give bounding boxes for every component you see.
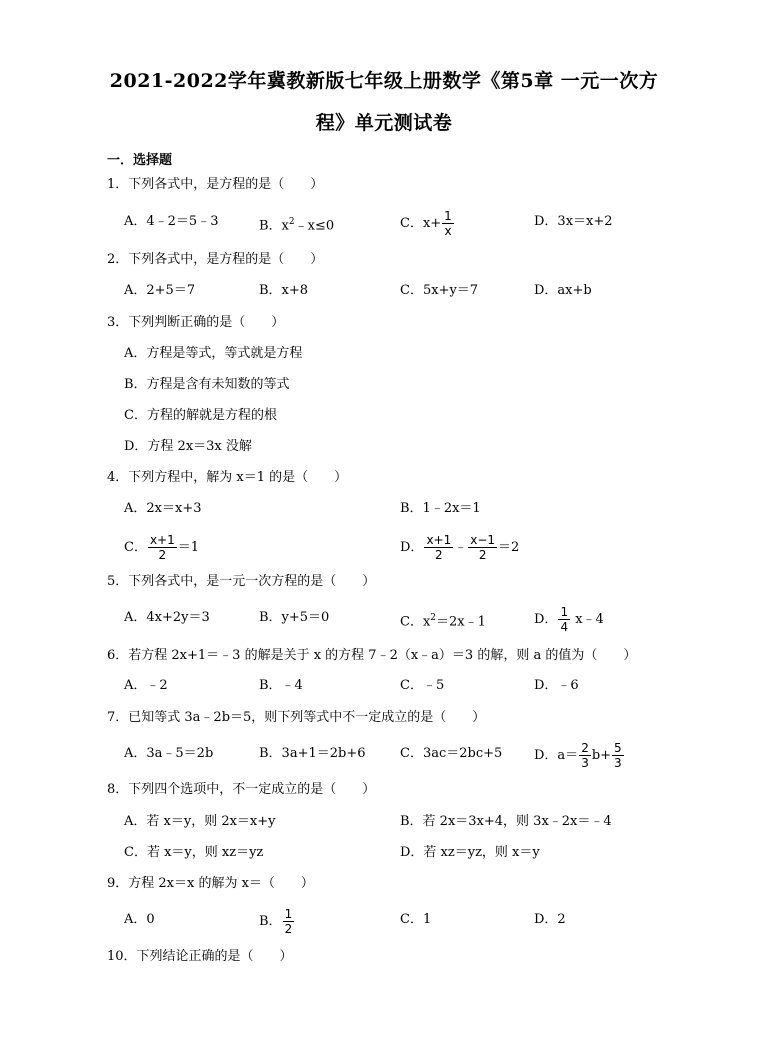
option-c: C．若 x＝y，则 xz＝yz — [124, 845, 264, 860]
fraction: $\frac{5}{3}$ — [614, 741, 622, 770]
option-d: D． $\frac{x+1}{2}$ ﹣ $\frac{x-1}{2}$ ＝2 — [400, 533, 520, 562]
question-5 — [0, 569, 768, 595]
option-c: C．方程的解就是方程的根 — [124, 408, 277, 423]
option-a: A．若 x＝y，则 2x＝x+y — [124, 814, 276, 829]
option-b: B．方程是含有未知数的等式 — [124, 377, 290, 392]
question-stem: 2．下列各式中，是方程的是（ ） — [107, 252, 324, 267]
question-6 — [0, 643, 768, 669]
question-3 — [0, 310, 768, 336]
option-d: D．﹣6 — [534, 678, 579, 693]
question-4 — [0, 465, 768, 491]
question-stem: 6．若方程 2x+1＝﹣3 的解是关于 x 的方程 7﹣2（x﹣a）＝3 的解，则 a 的值为（ ） — [107, 648, 637, 663]
option-a: A．﹣2 — [124, 678, 168, 693]
question-1 — [0, 172, 768, 198]
option-c: C．x+ $\frac{1}{x}$ — [400, 209, 452, 238]
option-d: D．a＝ $\frac{2}{3}$ b+ $\frac{5}{3}$ — [534, 741, 622, 770]
question-stem: 7．已知等式 3a﹣2b＝5，则下列等式中不一定成立的是（ ） — [107, 710, 486, 725]
question-7 — [0, 705, 768, 731]
option-a: A．0 — [124, 912, 155, 927]
option-b: B．3a+1＝2b+6 — [259, 746, 366, 761]
question-8-options-cd — [0, 840, 768, 866]
option-c: C．5x+y＝7 — [400, 283, 479, 298]
option-b: B．﹣4 — [259, 678, 303, 693]
option-a: A．3a﹣5＝2b — [124, 746, 214, 761]
option-b: B． $\frac{1}{2}$ — [259, 907, 293, 936]
question-8-options-ab — [0, 809, 768, 835]
question-8 — [0, 777, 768, 803]
question-stem: 9．方程 2x＝x 的解为 x＝（ ） — [107, 876, 314, 891]
question-4-options-ab — [0, 496, 768, 522]
option-b: B．x+8 — [259, 283, 309, 298]
option-b: B．1﹣2x＝1 — [400, 501, 481, 516]
question-stem: 8．下列四个选项中，不一定成立的是（ ） — [107, 782, 376, 797]
option-c: C．$x^2=2x﹣1$ — [400, 613, 486, 630]
question-3-option-b — [0, 372, 768, 398]
option-c: C．3ac＝2bc+5 — [400, 746, 503, 761]
option-c: C． $\frac{x+1}{2}$ ＝1 — [124, 533, 200, 562]
option-a: A．2x＝x+3 — [124, 501, 202, 516]
fraction: $\frac{1}{4}$ — [560, 605, 569, 634]
option-c: C．1 — [400, 912, 432, 927]
question-3-option-d — [0, 434, 768, 460]
section-heading: 一．选择题 — [107, 153, 173, 168]
fraction: $\frac{x-1}{2}$ — [470, 533, 496, 562]
question-stem: 4．下列方程中，解为 x＝1 的是（ ） — [107, 470, 348, 485]
option-d: D．ax+b — [534, 283, 592, 298]
question-9-options — [0, 907, 768, 936]
fraction: $\frac{1}{2}$ — [284, 907, 293, 936]
title-line-1: 2021-2022学年冀教新版七年级上册数学《第5章 一元一次方 — [109, 70, 659, 92]
option-d: D．3x＝x+2 — [534, 214, 613, 229]
option-d: D．2 — [534, 912, 566, 927]
question-stem: 3．下列判断正确的是（ ） — [107, 315, 285, 330]
question-6-options — [0, 673, 768, 699]
option-d: D．若 xz＝yz，则 x＝y — [400, 845, 540, 860]
question-9 — [0, 871, 768, 897]
fraction: $\frac{1}{x}$ — [444, 209, 452, 238]
option-c: C．﹣5 — [400, 678, 445, 693]
question-5-options — [0, 605, 768, 634]
option-b: B．$x^2﹣x\le 0$ — [259, 217, 335, 234]
question-1-options — [0, 209, 768, 238]
question-2 — [0, 247, 768, 273]
question-4-options-cd — [0, 533, 768, 562]
question-7-options — [0, 741, 768, 770]
question-stem: 10．下列结论正确的是（ ） — [107, 949, 293, 964]
option-b: B．若 2x＝3x+4，则 3x﹣2x＝﹣4 — [400, 814, 612, 829]
fraction: $\frac{x+1}{2}$ — [426, 533, 452, 562]
question-stem: 1．下列各式中，是方程的是（ ） — [107, 177, 324, 192]
option-b: B．y+5＝0 — [259, 610, 330, 625]
option-a: A．2+5＝7 — [124, 283, 196, 298]
option-d: D．方程 2x＝3x 没解 — [124, 439, 252, 454]
option-a: A．方程是等式，等式就是方程 — [124, 346, 303, 361]
question-10 — [0, 944, 768, 970]
question-3-option-a — [0, 341, 768, 367]
question-stem: 5．下列各式中，是一元一次方程的是（ ） — [107, 574, 376, 589]
option-a: A．4x+2y＝3 — [124, 610, 210, 625]
question-3-option-c — [0, 403, 768, 429]
fraction: $\frac{x+1}{2}$ — [149, 533, 175, 562]
question-2-options — [0, 278, 768, 304]
option-d: D． $\frac{1}{4}$ x﹣4 — [534, 605, 604, 634]
title-line-2: 程》单元测试卷 — [315, 112, 453, 134]
fraction: $\frac{2}{3}$ — [581, 741, 589, 770]
option-a: A．4﹣2＝5﹣3 — [124, 214, 219, 229]
